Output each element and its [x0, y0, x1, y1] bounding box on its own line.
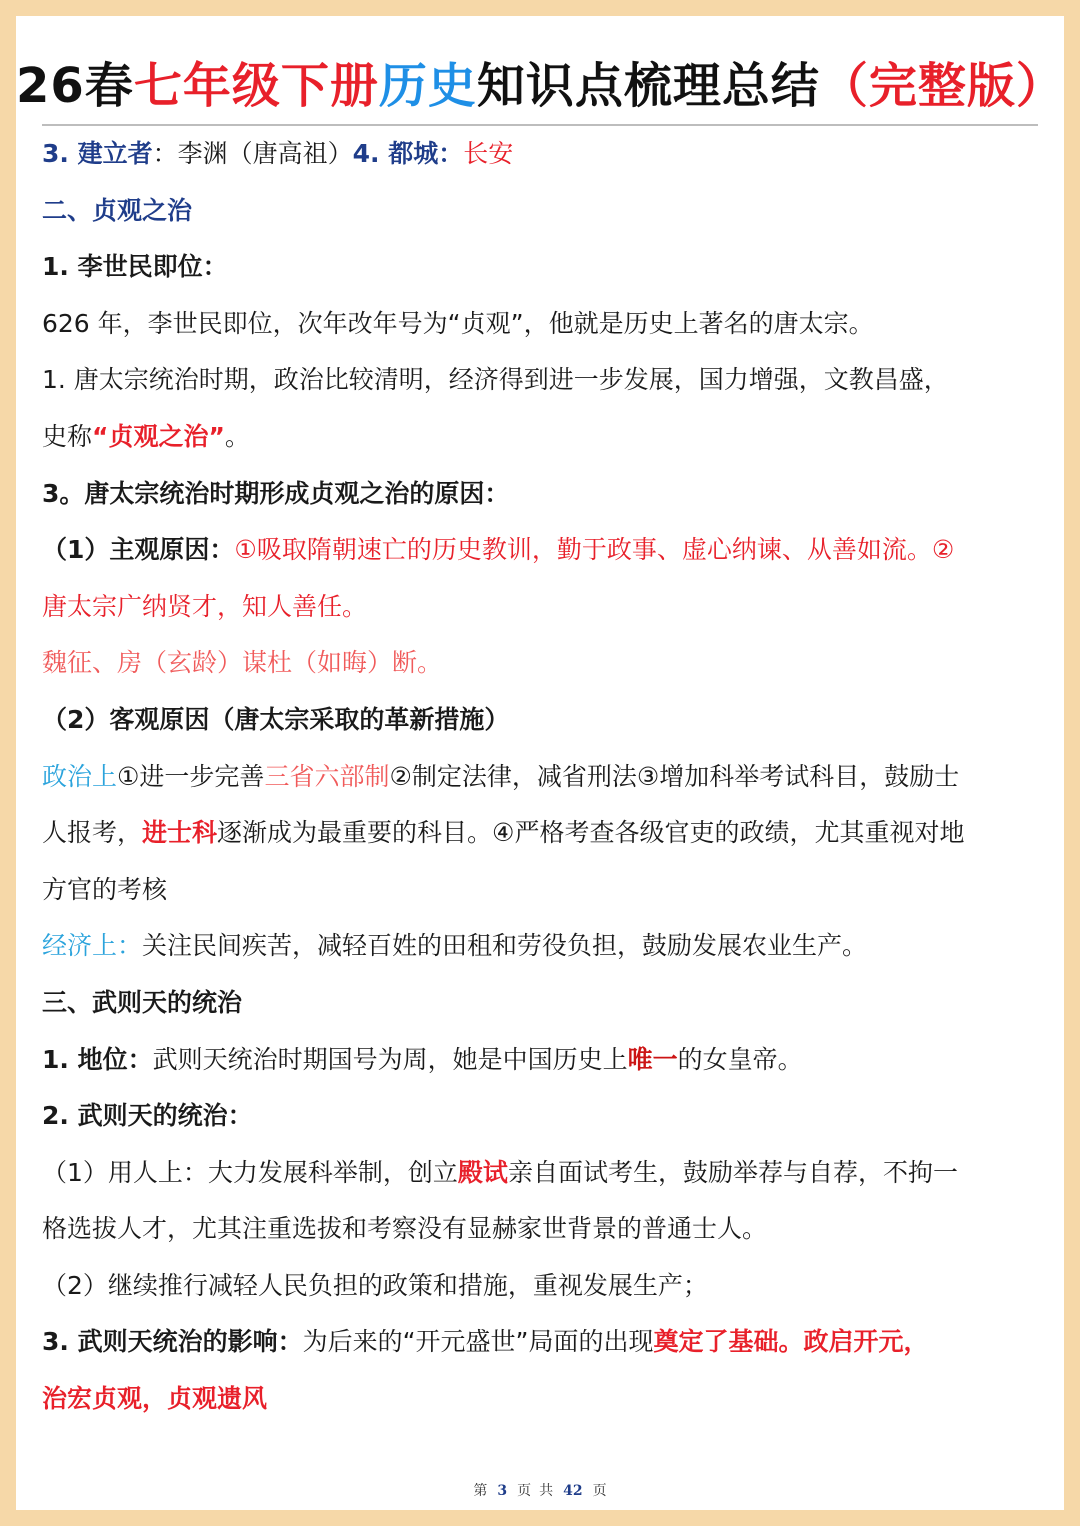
- subjective-label: （1）主观原因：: [42, 535, 235, 565]
- capital-label: 4. 都城: [352, 139, 439, 168]
- founder-value: ：李渊（唐高祖）: [152, 139, 353, 168]
- total-pages: 42: [563, 1483, 583, 1499]
- text-segment: 。: [224, 421, 250, 451]
- document-page: [16, 16, 1064, 1510]
- status-label: 1. 地位：: [42, 1044, 153, 1074]
- text-segment: ②制定法律，减省刑法③增加科举考试科目，鼓励士: [389, 761, 960, 791]
- highlight-jinshike: 进士科: [142, 818, 218, 848]
- line-subjective-cont: 唐太宗广纳贤才，知人善任。: [42, 591, 368, 621]
- section-heading-wuzetian: 三、武则天的统治: [42, 987, 243, 1017]
- page-title: [16, 54, 1064, 118]
- subheading-wuzetian-rule: 2. 武则天的统治：: [42, 1101, 253, 1131]
- highlight-sansheng: 三省六部制: [264, 761, 390, 791]
- politics-label: 政治上: [42, 761, 118, 791]
- line-politics-3: 方官的考核: [42, 874, 168, 904]
- text-segment: 史称: [42, 421, 93, 451]
- line-status: [42, 1032, 1042, 1089]
- line-ministers: 魏征、房（玄龄）谋杜（如晦）断。: [42, 648, 443, 678]
- capital-colon: ：: [438, 139, 464, 168]
- text-segment: 人报考，: [42, 818, 143, 848]
- text-segment: ①进一步完善: [117, 761, 265, 791]
- highlight-zhenguan: “贞观之治”: [92, 421, 225, 451]
- text-segment: 逐渐成为最重要的科目。④严格考查各级官吏的政绩，尤其重视对地: [217, 818, 965, 848]
- highlight-foundation: 奠定了基础。政启开元，: [653, 1327, 929, 1357]
- footer-text: 共: [539, 1483, 554, 1499]
- text-segment: 为后来的“开元盛世”局面的出现: [302, 1327, 654, 1357]
- line-politics-1: [42, 749, 1042, 806]
- title-part-summary: 知识点梳理总结: [476, 58, 820, 114]
- line-personnel-cont: 格选拔人才，尤其注重选拔和考察没有显赫家世背景的普通士人。: [42, 1214, 768, 1244]
- title-part-subject: 历史: [378, 58, 477, 114]
- page-footer: [16, 1480, 1064, 1500]
- paragraph-governance-cont: [42, 409, 1042, 466]
- capital-value: 长安: [463, 139, 514, 168]
- highlight-only: 唯一: [627, 1044, 678, 1074]
- paragraph-accession: 626 年，李世民即位，次年改年号为“贞观”，他就是历史上著名的唐太宗。: [42, 308, 874, 338]
- footer-text: 第: [473, 1483, 488, 1499]
- line-economy: [42, 918, 1042, 975]
- footer-text: 页: [517, 1483, 532, 1499]
- line-founder-capital: [42, 126, 1042, 183]
- title-part-edition: （完整版）: [819, 58, 1065, 114]
- highlight-dianshi: 殿试: [457, 1157, 508, 1187]
- text-segment: 亲自面试考生，鼓励举荐与自荐，不拘一: [507, 1157, 958, 1187]
- influence-label: 3. 武则天统治的影响：: [42, 1327, 303, 1357]
- text-segment: 武则天统治时期国号为周，她是中国历史上: [152, 1044, 628, 1074]
- subjective-text: ①吸取隋朝速亡的历史教训，勤于政事、虚心纳谏、从善如流。②: [234, 535, 955, 565]
- subheading-reasons: 3。唐太宗统治时期形成贞观之治的原因：: [42, 478, 510, 508]
- title-part-grade: 七年级下册: [133, 58, 379, 114]
- line-subjective-reason: [42, 522, 1042, 579]
- subheading-objective: （2）客观原因（唐太宗采取的革新措施）: [42, 704, 510, 734]
- line-policy: （2）继续推行减轻人民负担的政策和措施，重视发展生产；: [42, 1270, 708, 1300]
- content-body: [42, 126, 1042, 1428]
- section-heading-zhenguan: 二、贞观之治: [42, 195, 193, 225]
- paragraph-governance: 1. 唐太宗统治时期，政治比较清明，经济得到进一步发展，国力增强，文教昌盛，: [42, 365, 949, 395]
- text-segment: （1）用人上：大力发展科举制，创立: [42, 1157, 458, 1187]
- economy-text: 关注民间疾苦，减轻百姓的田租和劳役负担，鼓励发展农业生产。: [142, 931, 868, 961]
- line-influence: [42, 1314, 1042, 1371]
- footer-text: 页: [592, 1483, 607, 1499]
- title-part-year: 26春: [16, 58, 134, 114]
- line-personnel: [42, 1145, 1042, 1202]
- line-politics-2: [42, 805, 1042, 862]
- subheading-accession: 1. 李世民即位：: [42, 252, 228, 282]
- line-influence-cont: 治宏贞观，贞观遗风: [42, 1384, 268, 1414]
- page-number: 3: [497, 1483, 508, 1499]
- economy-label: 经济上：: [42, 931, 143, 961]
- founder-label: 3. 建立者: [42, 139, 153, 168]
- text-segment: 的女皇帝。: [677, 1044, 803, 1074]
